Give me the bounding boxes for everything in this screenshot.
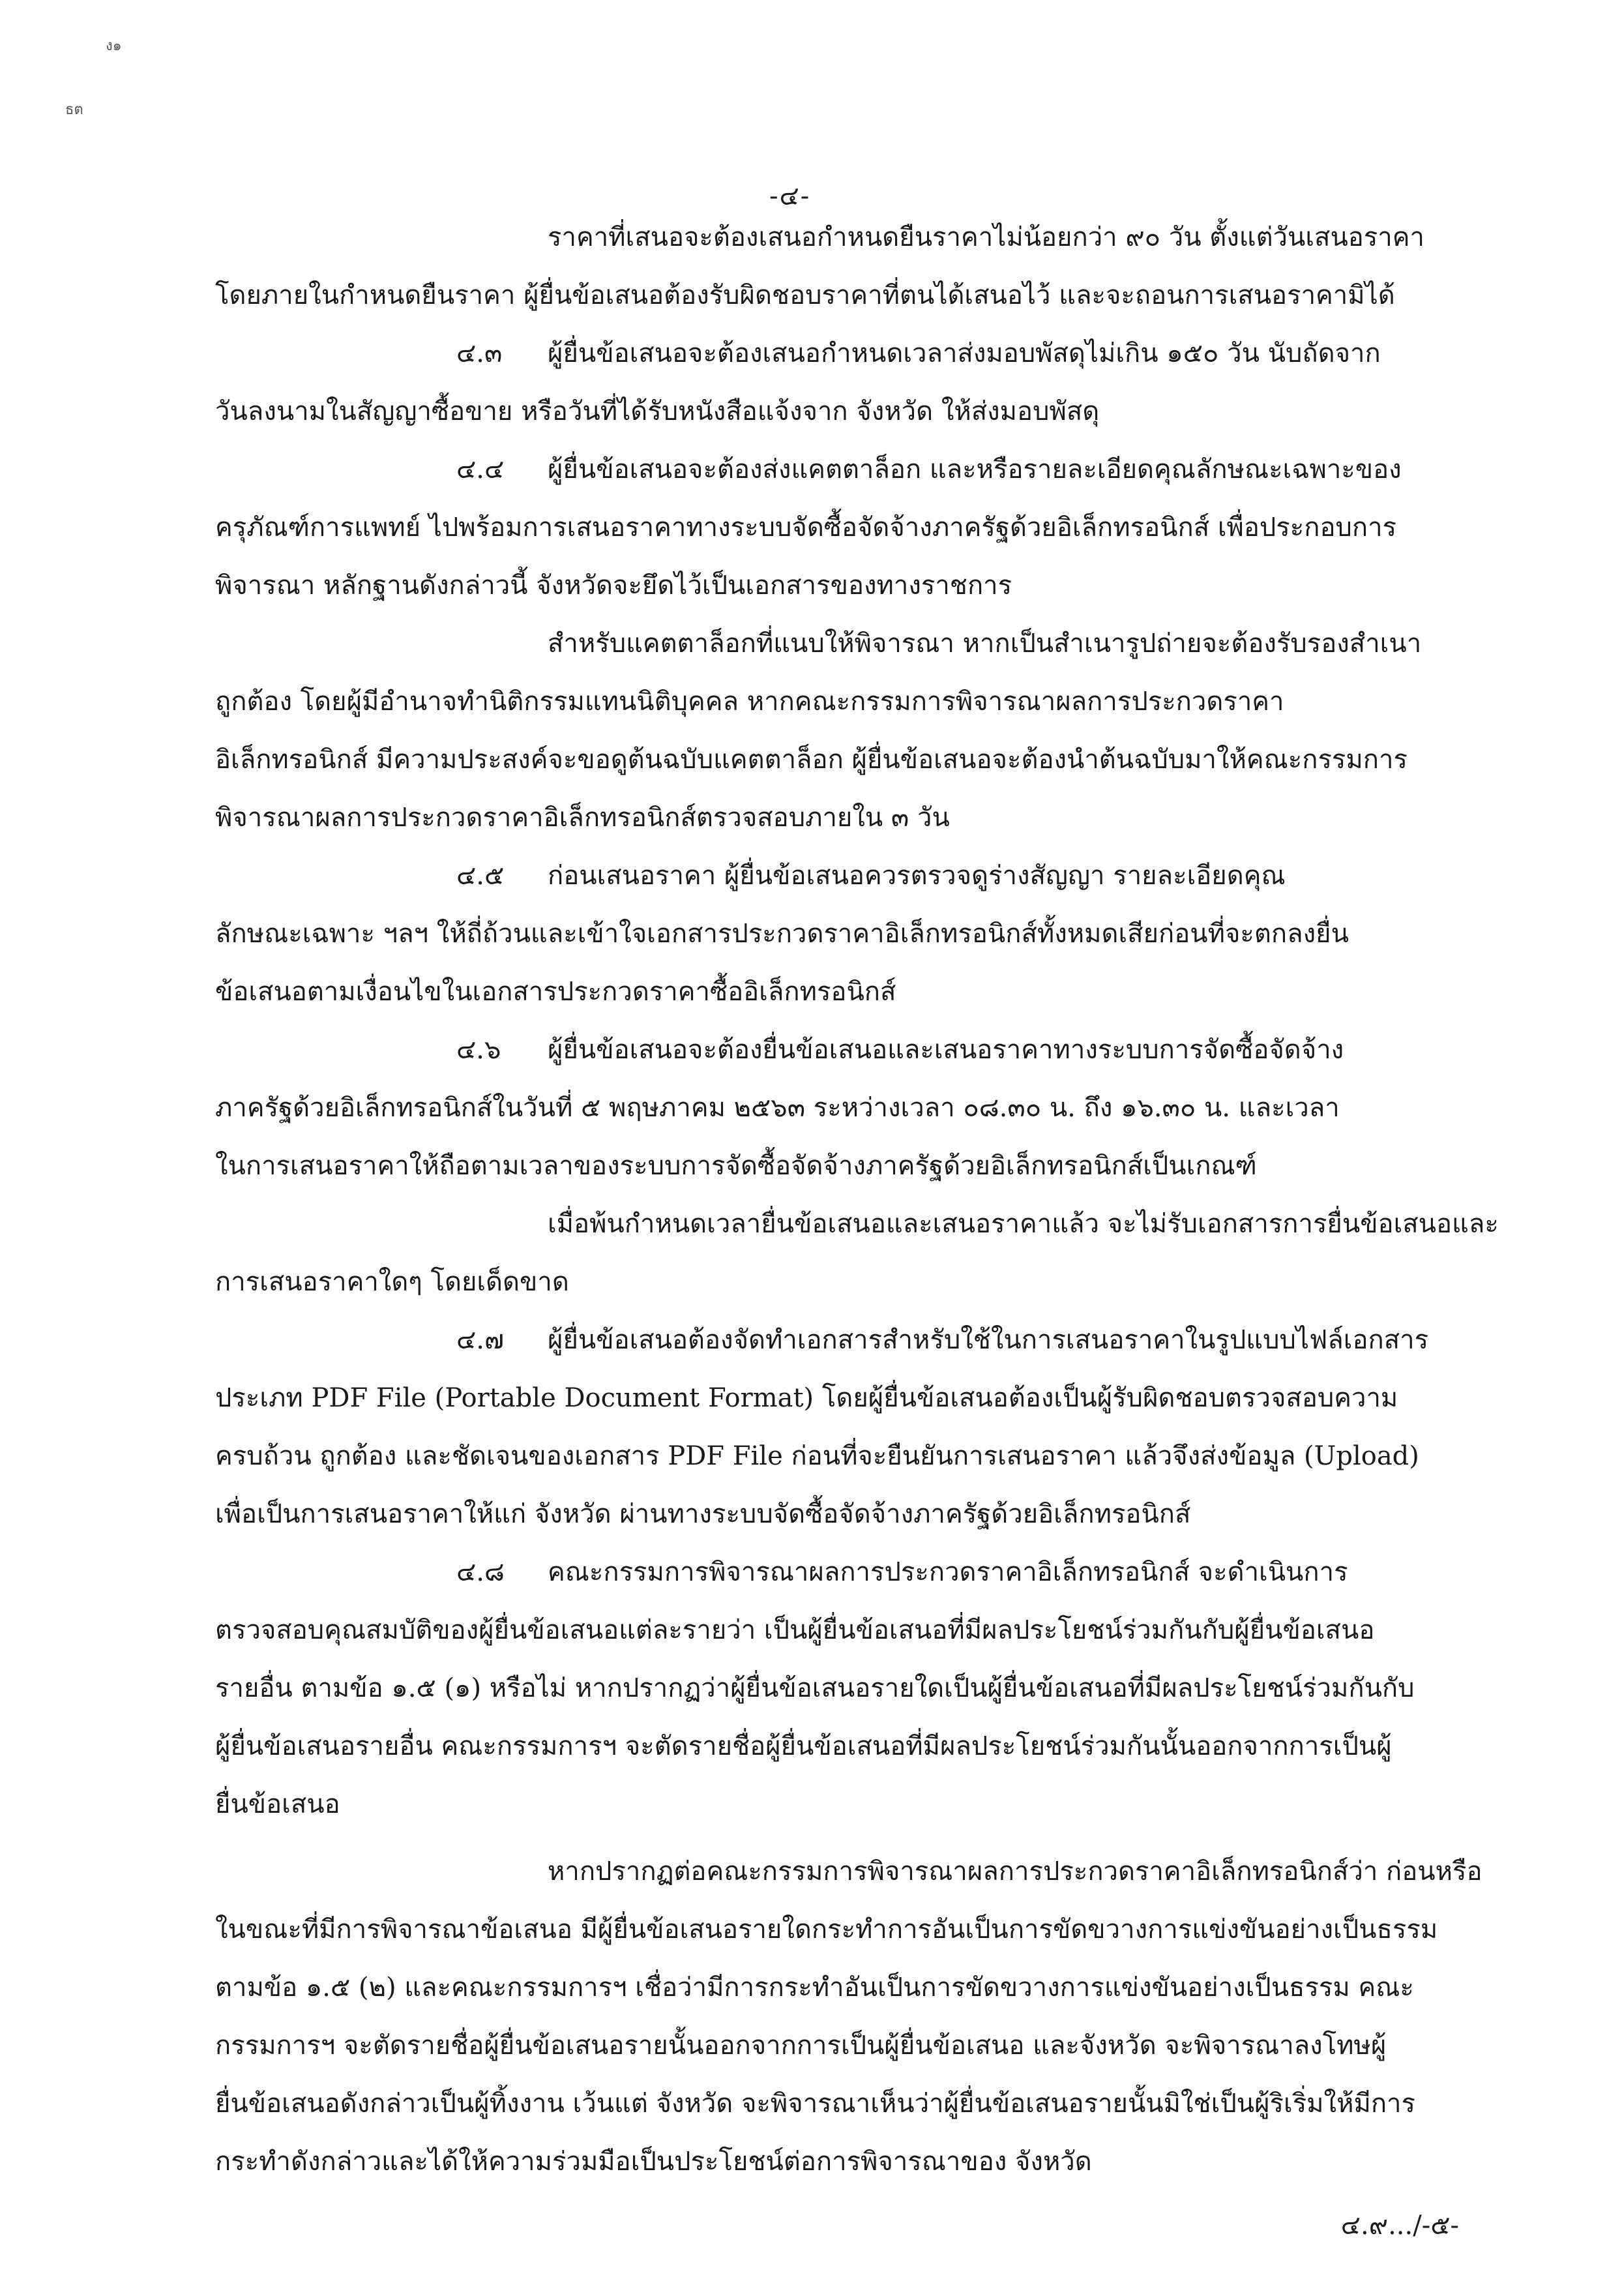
text-line: กรรมการฯ จะตัดรายชื่อผู้ยื่นข้อเสนอรายนั้นออกจากการเป็นผู้ยื่นข้อเสนอ และจังหวัด จะพิจารณาลงโทษผู้ bbox=[215, 2031, 1387, 2061]
text-line: ราคาที่เสนอจะต้องเสนอกำหนดยืนราคาไม่น้อยกว่า ๙๐ วัน ตั้งแต่วันเสนอราคา bbox=[548, 222, 1424, 252]
text-line: ผู้ยื่นข้อเสนอจะต้องยื่นข้อเสนอและเสนอราคาทางระบบการจัดซื้อจัดจ้าง bbox=[548, 1035, 1344, 1065]
text-line: ในขณะที่มีการพิจารณาข้อเสนอ มีผู้ยื่นข้อเสนอรายใดกระทำการอันเป็นการขัดขวางการแข่งขันอย่างเป็นธรรม bbox=[215, 1915, 1438, 1945]
text-line: ยื่นข้อเสนอดังกล่าวเป็นผู้ทิ้งงาน เว้นแต่ จังหวัด จะพิจารณาเห็นว่าผู้ยื่นข้อเสนอรายนั้นมิใช่เป็นผู้ริเริ่มให้มีการ bbox=[215, 2089, 1415, 2119]
clause-number: ๔.๗ bbox=[456, 1325, 505, 1355]
clause-4-8 bbox=[456, 1554, 1348, 1590]
text-line: ครุภัณฑ์การแพทย์ ไปพร้อมการเสนอราคาทางระบบจัดซื้อจัดจ้างภาครัฐด้วยอิเล็กทรอนิกส์ เพื่อประกอบการ bbox=[215, 513, 1397, 543]
text-line: การเสนอราคาใดๆ โดยเด็ดขาด bbox=[215, 1267, 569, 1297]
clause-4-7 bbox=[456, 1322, 1428, 1358]
text-line: อิเล็กทรอนิกส์ มีความประสงค์จะขอดูต้นฉบับแคตตาล็อก ผู้ยื่นข้อเสนอจะต้องนำต้นฉบับมาให้คณะกรรมการ bbox=[215, 745, 1408, 775]
text-line: ครบถ้วน ถูกต้อง และชัดเจนของเอกสาร PDF File ก่อนที่จะยืนยันการเสนอราคา แล้วจึงส่งข้อมูล (Upload) bbox=[215, 1441, 1419, 1471]
clause-4-4 bbox=[456, 451, 1402, 488]
clause-4-3 bbox=[456, 335, 1381, 372]
text-line: เพื่อเป็นการเสนอราคาให้แก่ จังหวัด ผ่านทางระบบจัดซื้อจัดจ้างภาครัฐด้วยอิเล็กทรอนิกส์ bbox=[215, 1499, 1191, 1529]
text-line: โดยภายในกำหนดยืนราคา ผู้ยื่นข้อเสนอต้องรับผิดชอบราคาที่ตนได้เสนอไว้ และจะถอนการเสนอราคามิได้ bbox=[215, 280, 1395, 310]
text-line: ลักษณะเฉพาะ ฯลฯ ให้ถี่ถ้วนและเข้าใจเอกสารประกวดราคาอิเล็กทรอนิกส์ทั้งหมดเสียก่อนที่จะตกลงยื่น bbox=[215, 919, 1349, 949]
text-line: ข้อเสนอตามเงื่อนไขในเอกสารประกวดราคาซื้ออิเล็กทรอนิกส์ bbox=[215, 977, 896, 1007]
text-line: ประเภท PDF File (Portable Document Format) โดยผู้ยื่นข้อเสนอต้องเป็นผู้รับผิดชอบตรวจสอบความ bbox=[215, 1383, 1398, 1413]
text-line: ตามข้อ ๑.๕ (๒) และคณะกรรมการฯ เชื่อว่ามีการกระทำอันเป็นการขัดขวางการแข่งขันอย่างเป็นธรรม คณะ bbox=[215, 1973, 1414, 2003]
text-line: ตรวจสอบคุณสมบัติของผู้ยื่นข้อเสนอแต่ละรายว่า เป็นผู้ยื่นข้อเสนอที่มีผลประโยชน์ร่วมกันกับผู้ยื่นข้อเสนอ bbox=[215, 1615, 1375, 1645]
clause-number: ๔.๖ bbox=[456, 1035, 501, 1065]
text-line: ผู้ยื่นข้อเสนอต้องจัดทำเอกสารสำหรับใช้ในการเสนอราคาในรูปแบบไฟล์เอกสาร bbox=[548, 1325, 1429, 1355]
text-line: ในการเสนอราคาให้ถือตามเวลาของระบบการจัดซื้อจัดจ้างภาครัฐด้วยอิเล็กทรอนิกส์เป็นเกณฑ์ bbox=[215, 1151, 1257, 1181]
text-line: สำหรับแคตตาล็อกที่แนบให้พิจารณา หากเป็นสำเนารูปถ่ายจะต้องรับรองสำเนา bbox=[548, 629, 1422, 659]
text-line: ผู้ยื่นข้อเสนอรายอื่น คณะกรรมการฯ จะตัดรายชื่อผู้ยื่นข้อเสนอที่มีผลประโยชน์ร่วมกันนั้นออกจากการเป็นผู้ bbox=[215, 1731, 1392, 1761]
text-line: ภาครัฐด้วยอิเล็กทรอนิกส์ในวันที่ ๕ พฤษภาคม ๒๕๖๓ ระหว่างเวลา ๐๘.๓๐ น. ถึง ๑๖.๓๐ น. และเวลา bbox=[215, 1093, 1340, 1123]
clause-4-5 bbox=[456, 857, 1286, 894]
clause-number: ๔.๔ bbox=[456, 455, 505, 485]
text-line: ก่อนเสนอราคา ผู้ยื่นข้อเสนอควรตรวจดูร่างสัญญา รายละเอียดคุณ bbox=[548, 861, 1286, 891]
handwritten-initials: ธต bbox=[65, 102, 83, 118]
clause-number: ๔.๘ bbox=[456, 1557, 505, 1587]
clause-4-6 bbox=[456, 1032, 1344, 1068]
page-number: -๔- bbox=[769, 181, 811, 211]
text-line: รายอื่น ตามข้อ ๑.๕ (๑) หรือไม่ หากปรากฏว่าผู้ยื่นข้อเสนอรายใดเป็นผู้ยื่นข้อเสนอที่มีผลประโยชน์ร่วมกันกับ bbox=[215, 1673, 1415, 1703]
text-line: ยื่นข้อเสนอ bbox=[215, 1789, 340, 1819]
text-line: เมื่อพ้นกำหนดเวลายื่นข้อเสนอและเสนอราคาแล้ว จะไม่รับเอกสารการยื่นข้อเสนอและ bbox=[548, 1209, 1499, 1239]
text-line: วันลงนามในสัญญาซื้อขาย หรือวันที่ได้รับหนังสือแจ้งจาก จังหวัด ให้ส่งมอบพัสดุ bbox=[215, 396, 1100, 426]
text-line: พิจารณา หลักฐานดังกล่าวนี้ จังหวัดจะยึดไว้เป็นเอกสารของทางราชการ bbox=[215, 571, 1012, 601]
text-line: พิจารณาผลการประกวดราคาอิเล็กทรอนิกส์ตรวจสอบภายใน ๓ วัน bbox=[215, 803, 950, 833]
text-line: หากปรากฏต่อคณะกรรมการพิจารณาผลการประกวดราคาอิเล็กทรอนิกส์ว่า ก่อนหรือ bbox=[548, 1856, 1482, 1886]
clause-number: ๔.๕ bbox=[456, 861, 505, 891]
text-line: กระทำดังกล่าวและได้ให้ความร่วมมือเป็นประโยชน์ต่อการพิจารณาของ จังหวัด bbox=[215, 2147, 1092, 2177]
next-page-reference: ๔.๙.../-๕- bbox=[1340, 2211, 1459, 2241]
text-line: คณะกรรมการพิจารณาผลการประกวดราคาอิเล็กทรอนิกส์ จะดำเนินการ bbox=[548, 1557, 1348, 1587]
text-line: ผู้ยื่นข้อเสนอจะต้องส่งแคตตาล็อก และหรือรายละเอียดคุณลักษณะเฉพาะของ bbox=[548, 455, 1402, 485]
clause-number: ๔.๓ bbox=[456, 338, 503, 368]
text-line: ผู้ยื่นข้อเสนอจะต้องเสนอกำหนดเวลาส่งมอบพัสดุไม่เกิน ๑๕๐ วัน นับถัดจาก bbox=[548, 338, 1381, 368]
text-line: ถูกต้อง โดยผู้มีอำนาจทำนิติกรรมแทนนิติบุคคล หากคณะกรรมการพิจารณาผลการประกวดราคา bbox=[215, 687, 1284, 717]
handwritten-mark: ง๑ bbox=[106, 38, 122, 54]
